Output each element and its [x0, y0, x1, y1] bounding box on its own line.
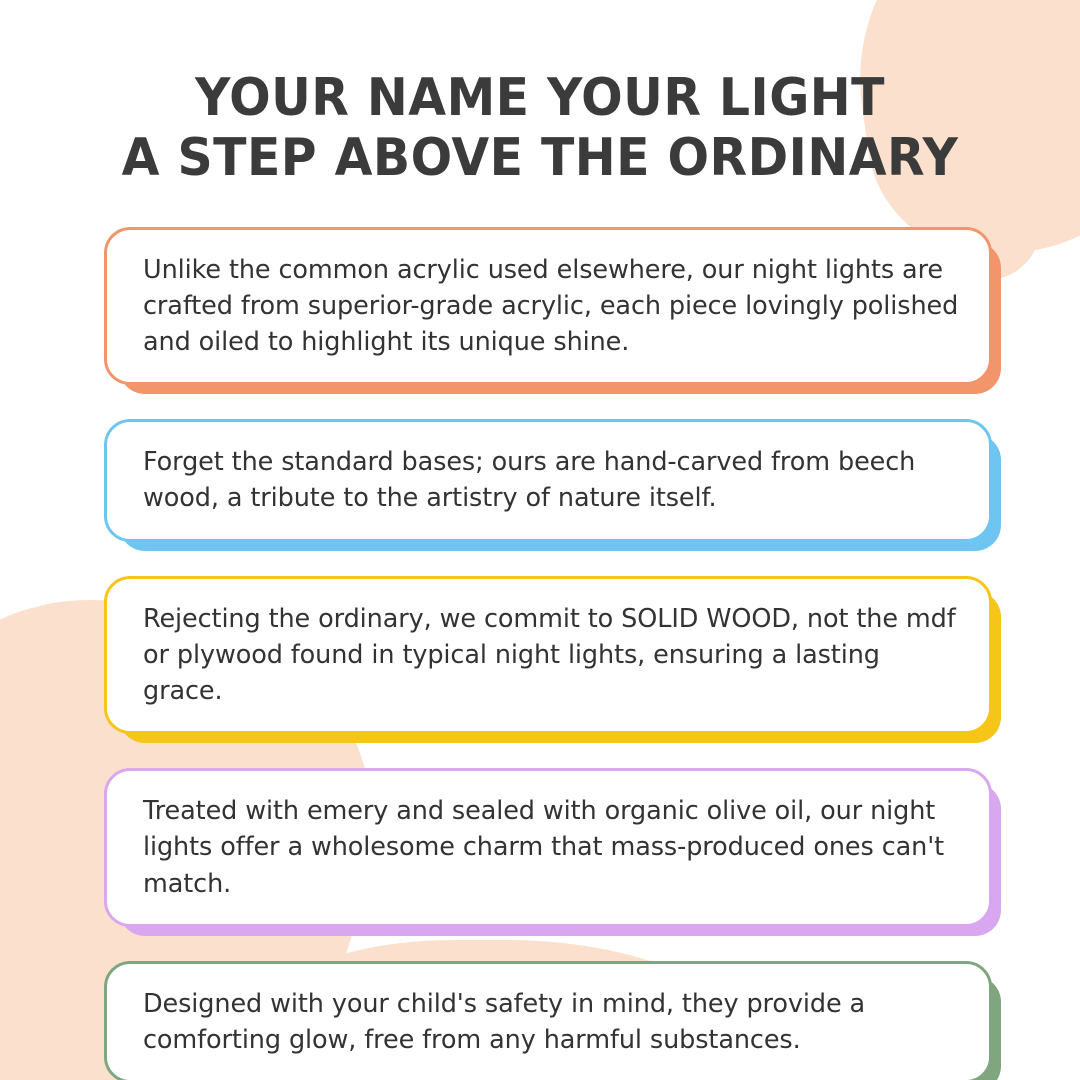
page-title-line-2: A STEP ABOVE THE ORDINARY [121, 128, 959, 189]
page-title-line-1: YOUR NAME YOUR LIGHT [194, 68, 885, 128]
feature-card-1 [104, 227, 992, 386]
feature-card-4-text: Treated with emery and sealed with organic olive oil, our night lights offer a wholesome charm that mass-produced ones can't match. [143, 796, 945, 899]
feature-card-2 [104, 419, 992, 541]
feature-card-2-text: Forget the standard bases; ours are hand-carved from beech wood, a tribute to the artistry of nature itself. [143, 447, 916, 514]
feature-card-3-text: Rejecting the ordinary, we commit to SOLID WOOD, not the mdf or plywood found in typical night lights, ensuring a lasting grace. [143, 603, 956, 707]
feature-card-2-wrapper [104, 419, 992, 541]
feature-card-3-wrapper [104, 576, 992, 735]
feature-card-3 [104, 576, 992, 735]
feature-card-4-wrapper [104, 768, 992, 927]
feature-card-4 [104, 768, 992, 927]
feature-card-5-text: Designed with your child's safety in mind, they provide a comforting glow, free from any harmful substances. [143, 988, 866, 1056]
feature-card-list [0, 227, 1080, 1080]
feature-card-5-wrapper [104, 961, 992, 1080]
feature-card-5 [104, 961, 992, 1080]
page-title [0, 0, 1080, 189]
feature-card-1-wrapper [104, 227, 992, 386]
feature-card-1-text: Unlike the common acrylic used elsewhere, our night lights are crafted from superior-grade acrylic, each piece lovingly polished and oiled to highlight its unique shine. [143, 254, 959, 358]
